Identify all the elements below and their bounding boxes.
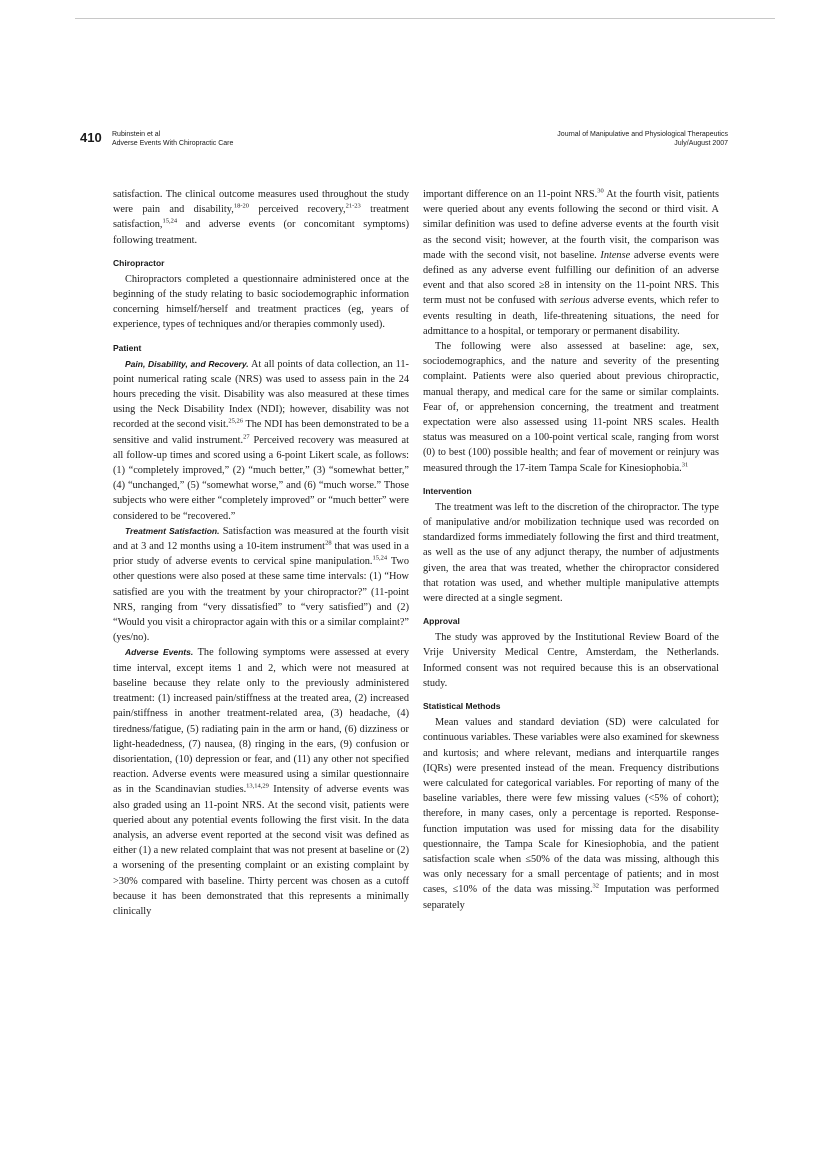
citation: 30	[597, 187, 604, 195]
citation: 13,14,29	[246, 782, 269, 790]
journal-issue: July/August 2007	[674, 140, 728, 147]
citation: 25,26	[228, 418, 244, 426]
paragraph-adverse-events: Adverse Events. The following symptoms were assessed at every time interval, except items 1 and 2, which were not measured at baseline because they relate only to the previously administered treatment: (1) increased pain/stiffness at the treated area, (2) increased pain/stiffness in another treatment-related area, (3) headache, (4) tiredness/fatigue, (5) radiating pain in the arm or hand, (6) dizziness or light-headedness, (7) nausea, (8) ringing in the ears, (9) confusion or disorientation, (10) depression or fear, and (11) any other not specified reaction. Adverse events were measured using a similar questionnaire as in the Scandinavian studies.$^{13,14,29}$ Intensity of adverse events was also graded using an 11-point NRS. At the second visit, patients were queried about any potential events following the first visit. In the data analysis, an adverse event reported at the second visit was defined as either (1) a new related complaint that was not present at baseline or (2) a worsening of the presenting complaint or an existing complaint by >30% compared with baseline. Thirty percent was chosen as a cutoff because it has been demonstrated that this represents a minimally clinically	[113, 647, 409, 917]
journal-name: Journal of Manipulative and Physiological Therapeutics	[557, 131, 728, 138]
left-column	[113, 187, 409, 919]
heading-intervention: Intervention	[423, 485, 472, 496]
runin-heading-satisfaction: Treatment Satisfaction.	[125, 525, 220, 536]
paragraph-baseline-assessment: The following were also assessed at baseline: age, sex, sociodemographics, and the nature and severity of the presenting complaint. Patients were also queried about previous chiropractic, manual therapy, and medical care for the same or similar complaints. Fear of, or apprehension concerning, the treatment and treatment expectation were also assessed using 11-point NRS scales. Health status was measured on a 100-point vertical scale, ranging from worst (0) to best (100) possible health; and fear of movement or reinjury was measured through the 17-item Tampa Scale for Kinesiophobia.$^{31}$	[423, 341, 719, 474]
citation: 18-20	[233, 202, 249, 210]
header-left	[112, 130, 233, 148]
running-authors: Rubinstein et al	[112, 131, 161, 138]
citation: 15,24	[162, 217, 178, 225]
running-title: Adverse Events With Chiropractic Care	[112, 140, 234, 147]
page-number: 410	[80, 130, 102, 145]
paragraph-treatment-satisfaction: Treatment Satisfaction. Satisfaction was measured at the fourth visit and at 3 and 12 months using a 10-item instrument$^{28}$ that was used in a prior study of adverse events to cervical spine manipulation.$^{15,24}$ Two other questions were also posed at these same time intervals: (1) “How satisfied are you with the treatment by your chiropractor?” (11-point NRS, ranging from “very dissatisfied” to “very satisfied”) and (2) “Would you visit a chiropractor again with this or a similar complaint?” (yes/no).	[113, 525, 410, 644]
paragraph-statistical-methods: Mean values and standard deviation (SD) were calculated for continuous variables. These variables were also examined for skewness and kurtosis; and where relevant, medians and interquartile ranges (IQRs) were presented instead of the mean. Frequency distributions were calculated for categorical variables. For reporting of many of the baseline variables, there were few missing values (<5% of cohort); therefore, in many cases, only a percentage is reported. Response-function imputation was used for missing data for the disability questionnaire, the Tampa Scale for Kinesiophobia, and the patient satisfaction scale when ≤50% of the data was missing, although this was only necessary for a small percentage of patients; and in most cases, ≤10% of the data was missing.$^{32}$ Imputation was performed separately	[423, 717, 719, 911]
right-column	[423, 187, 719, 913]
paragraph-intro-continued: satisfaction. The clinical outcome measures used throughout the study were pain and disability,$^{18-20}$ perceived recovery,$^{21-23}$ treatment satisfaction,$^{15,24}$ and adverse events (or concomitant symptoms) following treatment.	[113, 189, 409, 246]
heading-patient: Patient	[113, 342, 142, 353]
emphasis-serious: serious	[559, 295, 590, 307]
heading-chiropractor: Chiropractor	[113, 257, 165, 268]
citation: 21-23	[345, 202, 361, 210]
header-right	[557, 130, 728, 148]
emphasis-intense: Intense	[600, 249, 631, 261]
citation: 28	[325, 539, 332, 547]
paragraph-chiropractor: Chiropractors completed a questionnaire administered once at the beginning of the study relating to basic sociodemographic information concerning himself/herself and treatment practices (eg, years of experience, types of techniques and/or therapies commonly used).	[113, 273, 409, 331]
page-header	[0, 128, 828, 158]
paragraph-pain-disability-recovery: Pain, Disability, and Recovery. At all points of data collection, an 11-point numerical rating scale (NRS) was used to assess pain in the 24 hours preceding the visit. Disability was also measured at these times using the Neck Disability Index (NDI); however, disability was not recorded at the second visit.$^{25,26}$ The NDI has been demonstrated to be a sensitive and valid instrument.$^{27}$ Perceived recovery was measured at all follow-up times and scored using a 6-point Likert scale, as follows: (1) “completely improved,” (2) “much better,” (3) “somewhat better,” (4) “unchanged,” (5) “somewhat worse,” and (6) “much worse.” Those subjects who were either “completely improved” or “much better” were considered to be “recovered.”	[113, 358, 409, 522]
heading-statistical-methods: Statistical Methods	[423, 701, 501, 712]
paragraph-approval: The study was approved by the Institutional Review Board of the Vrije University Medical Centre, Amsterdam, the Netherlands. Informed consent was not required because this is an observational study.	[423, 632, 719, 689]
citation: 15,24	[372, 554, 388, 562]
heading-approval: Approval	[423, 616, 460, 627]
citation: 27	[243, 433, 250, 441]
top-rule	[75, 18, 775, 19]
runin-heading-pain: Pain, Disability, and Recovery.	[125, 358, 249, 369]
citation: 32	[592, 882, 600, 890]
citation: 31	[681, 461, 689, 469]
paragraph-intervention: The treatment was left to the discretion of the chiropractor. The type of manipulative and/or mobilization technique used was recorded on standardized forms immediately following the first and third treatment, as well as the use of any adjunct therapy, the number of adjustments given, the area that was treated, whether the chiropractor considered that rotation was used, and whether multiple manipulative attempts were directed at a single segment.	[423, 501, 719, 605]
runin-heading-adverse: Adverse Events.	[125, 647, 194, 658]
paragraph-adverse-continued: important difference on an 11-point NRS.$^{30}$ At the fourth visit, patients were queried about any events following the second or third visit. A similar definition was used to define adverse events at the fourth visit as the second visit; however, at the fourth visit, the comparison was made with the second visit, not baseline. Intense adverse events were defined as any adverse event fulfilling our definition of an adverse event and that also scored ≥8 in intensity on the 11-point NRS. This term must not be confused with serious adverse events, which refer to events resulting in death, life-threatening situations, the need for admittance to a hospital, or temporary or permanent disability.	[423, 187, 720, 337]
